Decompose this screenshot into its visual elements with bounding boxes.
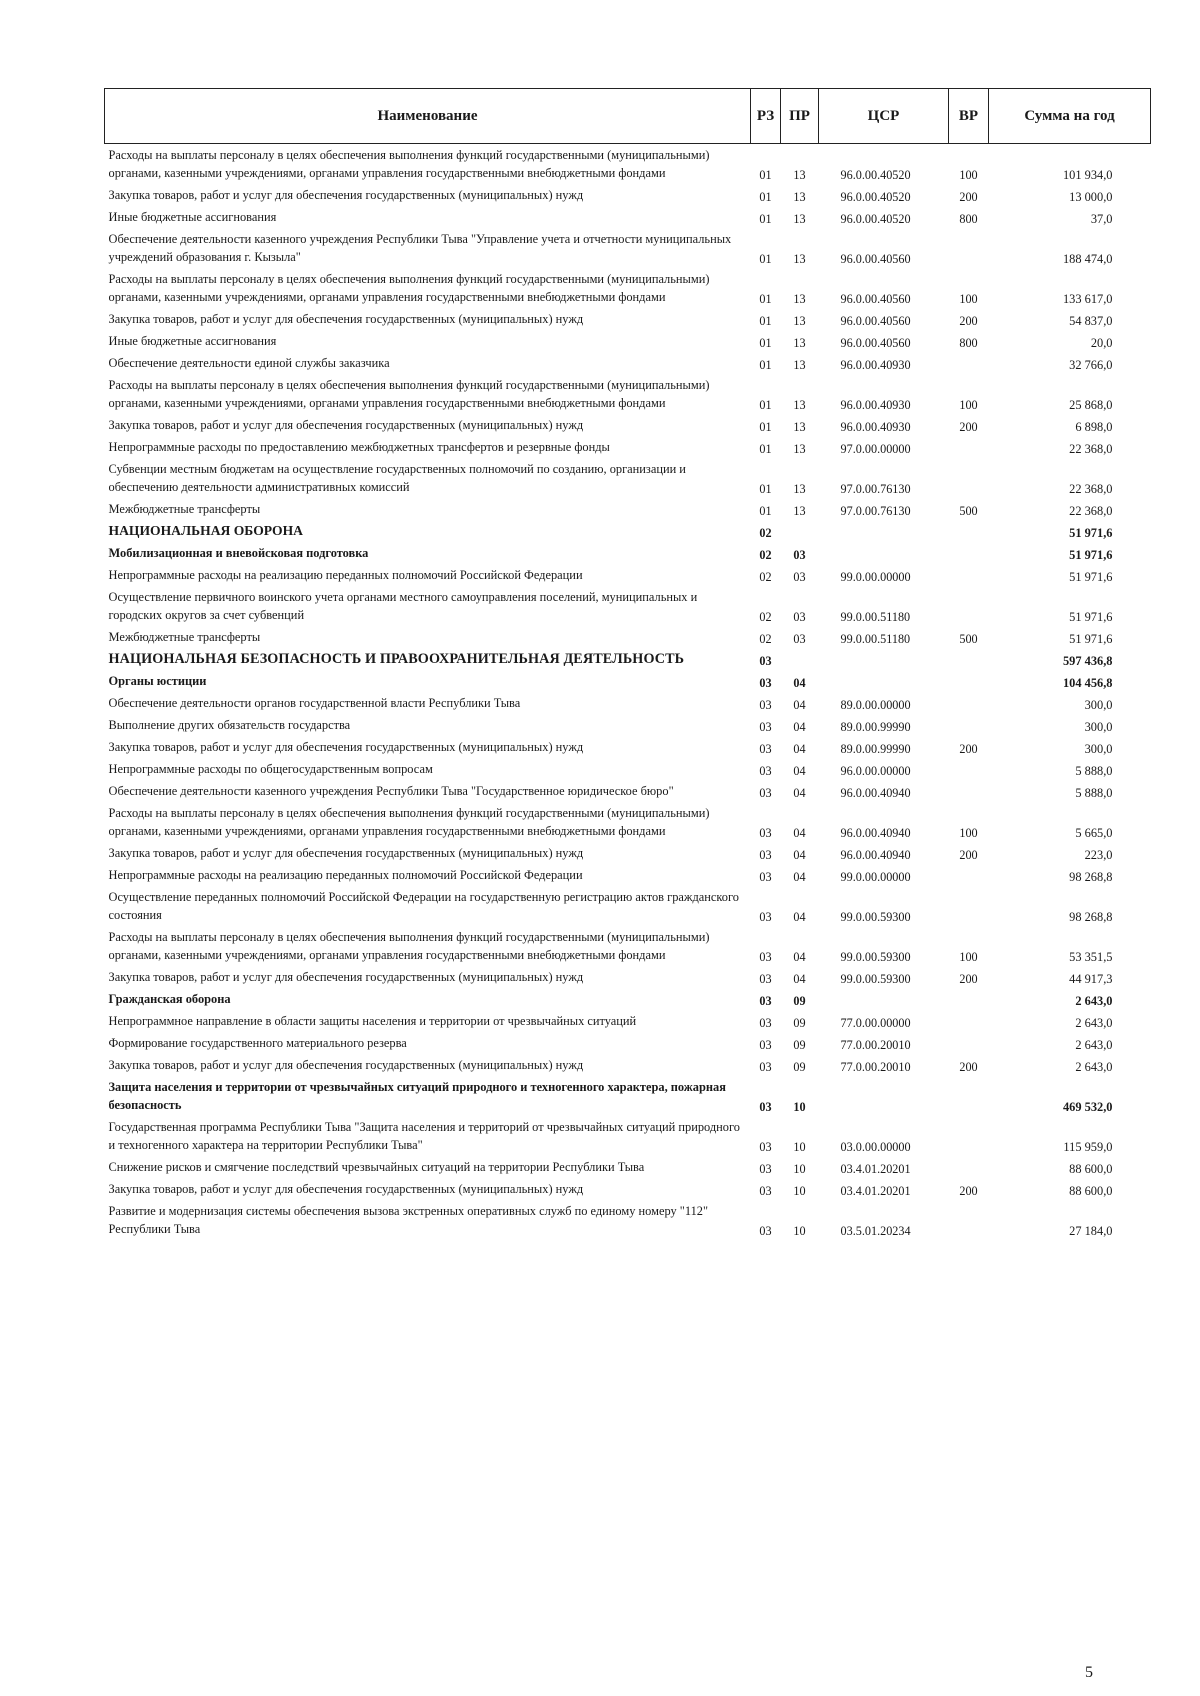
cell-csr: 97.0.00.76130 — [840, 504, 911, 518]
cell-name: Мобилизационная и вневойсковая подготовка — [108, 546, 369, 560]
cell-sum: 22 368,0 — [1069, 442, 1113, 456]
cell-csr: 96.0.00.40930 — [840, 398, 911, 412]
cell-pr: 04 — [793, 870, 806, 884]
table-row — [105, 414, 1151, 436]
cell-name: Государственная программа Республики Тыва "Защита населения и территорий от чрезвычайных ситуаций природного и техногенного характера на территории Республики Тыва" — [108, 1120, 740, 1152]
cell-csr: 89.0.00.99990 — [840, 742, 911, 756]
cell-rz: 03 — [759, 910, 772, 924]
cell-rz: 03 — [759, 742, 772, 756]
table-header — [105, 89, 1151, 144]
cell-vr: 200 — [959, 742, 978, 756]
cell-name: Обеспечение деятельности казенного учреждения Республики Тыва "Государственное юридическое бюро" — [108, 784, 674, 798]
cell-rz: 03 — [759, 870, 772, 884]
cell-rz: 02 — [759, 632, 772, 646]
cell-pr: 13 — [793, 292, 806, 306]
cell-sum: 469 532,0 — [1062, 1100, 1113, 1114]
cell-csr: 77.0.00.00000 — [840, 1016, 911, 1030]
table-row — [105, 842, 1151, 864]
cell-sum: 13 000,0 — [1069, 190, 1113, 204]
cell-name: Снижение рисков и смягчение последствий чрезвычайных ситуаций на территории Республики Тыва — [108, 1160, 645, 1174]
cell-pr: 09 — [793, 1060, 806, 1074]
table-row — [105, 736, 1151, 758]
cell-pr — [781, 648, 819, 670]
table-row — [105, 626, 1151, 648]
cell-csr: 99.0.00.59300 — [840, 950, 911, 964]
cell-csr: 89.0.00.00000 — [840, 698, 911, 712]
cell-pr: 03 — [793, 570, 806, 584]
cell-vr: 100 — [959, 950, 978, 964]
cell-pr: 04 — [793, 826, 806, 840]
cell-csr: 96.0.00.00000 — [840, 764, 911, 778]
cell-vr: 100 — [959, 292, 978, 306]
cell-name: Субвенции местным бюджетам на осуществление государственных полномочий по созданию, организации и обеспечению деятельности административных комиссий — [108, 462, 686, 494]
cell-sum: 37,0 — [1090, 212, 1113, 226]
cell-vr — [949, 886, 989, 926]
cell-rz: 03 — [759, 786, 772, 800]
table-row — [105, 542, 1151, 564]
cell-sum: 5 888,0 — [1075, 786, 1113, 800]
cell-pr: 04 — [793, 764, 806, 778]
cell-pr: 03 — [793, 610, 806, 624]
cell-name: Закупка товаров, работ и услуг для обеспечения государственных (муниципальных) нужд — [108, 1058, 584, 1072]
cell-vr — [949, 670, 989, 692]
cell-pr: 04 — [793, 950, 806, 964]
cell-rz: 03 — [759, 994, 772, 1008]
cell-csr: 96.0.00.40940 — [840, 826, 911, 840]
cell-rz: 01 — [759, 252, 772, 266]
cell-vr: 200 — [959, 420, 978, 434]
cell-sum: 6 898,0 — [1075, 420, 1113, 434]
header-name: Наименование — [105, 89, 751, 144]
cell-sum: 51 971,6 — [1069, 610, 1113, 624]
cell-pr: 04 — [793, 698, 806, 712]
cell-rz: 03 — [759, 1016, 772, 1030]
cell-sum: 53 351,5 — [1069, 950, 1113, 964]
cell-pr: 04 — [793, 910, 806, 924]
cell-name: Закупка товаров, работ и услуг для обеспечения государственных (муниципальных) нужд — [108, 740, 584, 754]
cell-csr: 97.0.00.00000 — [840, 442, 911, 456]
cell-vr — [949, 1156, 989, 1178]
cell-csr — [819, 1076, 949, 1116]
cell-rz: 01 — [759, 212, 772, 226]
cell-rz: 01 — [759, 292, 772, 306]
cell-csr: 96.0.00.40940 — [840, 848, 911, 862]
cell-vr — [949, 436, 989, 458]
cell-csr: 96.0.00.40560 — [840, 292, 911, 306]
cell-sum: 133 617,0 — [1062, 292, 1113, 306]
cell-csr: 03.5.01.20234 — [840, 1224, 911, 1238]
table-row — [105, 436, 1151, 458]
cell-name: Защита населения и территории от чрезвычайных ситуаций природного и техногенного характера, пожарная безопасность — [108, 1080, 726, 1112]
table-row — [105, 886, 1151, 926]
table-row — [105, 498, 1151, 520]
cell-name: НАЦИОНАЛЬНАЯ БЕЗОПАСНОСТЬ И ПРАВООХРАНИТЕЛЬНАЯ ДЕЯТЕЛЬНОСТЬ — [108, 651, 685, 667]
cell-vr — [949, 458, 989, 498]
cell-name: Органы юстиции — [108, 674, 207, 688]
cell-pr: 13 — [793, 504, 806, 518]
cell-name: Непрограммное направление в области защиты населения и территории от чрезвычайных ситуаций — [108, 1014, 637, 1028]
cell-vr — [949, 648, 989, 670]
cell-rz: 01 — [759, 504, 772, 518]
table-row — [105, 1116, 1151, 1156]
cell-rz: 03 — [759, 676, 772, 690]
cell-vr — [949, 692, 989, 714]
cell-sum: 2 643,0 — [1075, 1060, 1113, 1074]
table-row — [105, 1010, 1151, 1032]
cell-name: Обеспечение деятельности единой службы заказчика — [108, 356, 390, 370]
cell-vr — [949, 1010, 989, 1032]
table-row — [105, 780, 1151, 802]
cell-csr: 99.0.00.51180 — [840, 610, 911, 624]
cell-rz: 03 — [759, 1224, 772, 1238]
cell-csr: 96.0.00.40930 — [840, 358, 911, 372]
cell-name: Закупка товаров, работ и услуг для обеспечения государственных (муниципальных) нужд — [108, 418, 584, 432]
cell-sum: 54 837,0 — [1069, 314, 1113, 328]
cell-name: Непрограммные расходы по предоставлению межбюджетных трансфертов и резервные фонды — [108, 440, 610, 454]
cell-rz: 02 — [759, 548, 772, 562]
table-row — [105, 802, 1151, 842]
cell-vr: 500 — [959, 504, 978, 518]
cell-vr: 100 — [959, 826, 978, 840]
cell-pr: 13 — [793, 398, 806, 412]
cell-vr — [949, 228, 989, 268]
table-row — [105, 1178, 1151, 1200]
header-rz: РЗ — [751, 89, 781, 144]
cell-pr: 13 — [793, 482, 806, 496]
cell-rz: 03 — [759, 950, 772, 964]
cell-vr — [949, 1032, 989, 1054]
cell-csr: 96.0.00.40520 — [840, 168, 911, 182]
cell-csr: 77.0.00.20010 — [840, 1060, 911, 1074]
cell-pr: 04 — [793, 676, 806, 690]
cell-vr: 200 — [959, 190, 978, 204]
cell-vr — [949, 542, 989, 564]
cell-sum: 51 971,6 — [1069, 632, 1113, 646]
cell-csr — [819, 520, 949, 542]
cell-csr: 96.0.00.40560 — [840, 336, 911, 350]
cell-pr: 13 — [793, 190, 806, 204]
cell-vr — [949, 520, 989, 542]
cell-pr: 09 — [793, 1016, 806, 1030]
cell-pr: 13 — [793, 252, 806, 266]
cell-pr: 04 — [793, 786, 806, 800]
cell-sum: 5 888,0 — [1075, 764, 1113, 778]
cell-pr — [781, 520, 819, 542]
cell-csr: 03.4.01.20201 — [840, 1162, 911, 1176]
cell-csr: 96.0.00.40520 — [840, 190, 911, 204]
cell-rz: 01 — [759, 482, 772, 496]
cell-csr: 99.0.00.59300 — [840, 972, 911, 986]
cell-sum: 2 643,0 — [1075, 1016, 1113, 1030]
cell-name: Осуществление первичного воинского учета органами местного самоуправления поселений, муниципальных и городских округов за счет субвенций — [108, 590, 698, 622]
cell-sum: 20,0 — [1090, 336, 1113, 350]
budget-table — [104, 88, 1151, 1240]
table-body — [105, 144, 1151, 1241]
cell-name: Непрограммные расходы на реализацию переданных полномочий Российской Федерации — [108, 568, 583, 582]
cell-name: Межбюджетные трансферты — [108, 502, 261, 516]
cell-sum: 101 934,0 — [1062, 168, 1113, 182]
cell-vr: 800 — [959, 336, 978, 350]
cell-pr: 13 — [793, 314, 806, 328]
header-sum: Сумма на год — [989, 89, 1151, 144]
cell-rz: 03 — [759, 1038, 772, 1052]
cell-csr: 96.0.00.40930 — [840, 420, 911, 434]
cell-sum: 27 184,0 — [1069, 1224, 1113, 1238]
cell-csr: 99.0.00.00000 — [840, 570, 911, 584]
cell-sum: 300,0 — [1084, 720, 1113, 734]
table-row — [105, 926, 1151, 966]
cell-pr: 04 — [793, 720, 806, 734]
cell-csr — [819, 648, 949, 670]
table-row — [105, 1076, 1151, 1116]
cell-csr: 96.0.00.40560 — [840, 314, 911, 328]
cell-pr: 03 — [793, 548, 806, 562]
table-row — [105, 864, 1151, 886]
cell-sum: 300,0 — [1084, 698, 1113, 712]
table-row — [105, 352, 1151, 374]
header-pr: ПР — [781, 89, 819, 144]
cell-name: Закупка товаров, работ и услуг для обеспечения государственных (муниципальных) нужд — [108, 846, 584, 860]
cell-csr — [819, 988, 949, 1010]
cell-sum: 104 456,8 — [1062, 676, 1113, 690]
cell-name: Непрограммные расходы на реализацию переданных полномочий Российской Федерации — [108, 868, 583, 882]
cell-name: Гражданская оборона — [108, 992, 231, 1006]
cell-pr: 13 — [793, 212, 806, 226]
cell-rz: 03 — [759, 1162, 772, 1176]
cell-rz: 02 — [759, 526, 772, 540]
table-row — [105, 988, 1151, 1010]
cell-pr: 10 — [793, 1162, 806, 1176]
cell-csr: 99.0.00.00000 — [840, 870, 911, 884]
cell-sum: 300,0 — [1084, 742, 1113, 756]
cell-csr: 03.4.01.20201 — [840, 1184, 911, 1198]
table-row — [105, 714, 1151, 736]
cell-rz: 03 — [759, 764, 772, 778]
cell-vr — [949, 586, 989, 626]
table-row — [105, 586, 1151, 626]
cell-pr: 04 — [793, 972, 806, 986]
cell-rz: 03 — [759, 1100, 772, 1114]
cell-sum: 22 368,0 — [1069, 482, 1113, 496]
cell-rz: 01 — [759, 398, 772, 412]
table-row — [105, 206, 1151, 228]
cell-rz: 02 — [759, 610, 772, 624]
cell-rz: 03 — [759, 826, 772, 840]
table-row — [105, 1200, 1151, 1240]
cell-name: Расходы на выплаты персоналу в целях обеспечения выполнения функций государственными (муниципальными) органами, казенными учреждениями, органами управления государственными внебюджетными фондами — [108, 148, 710, 180]
cell-pr: 13 — [793, 168, 806, 182]
cell-pr: 10 — [793, 1184, 806, 1198]
table-row — [105, 564, 1151, 586]
cell-sum: 22 368,0 — [1069, 504, 1113, 518]
cell-rz: 01 — [759, 336, 772, 350]
cell-vr: 200 — [959, 314, 978, 328]
cell-name: Обеспечение деятельности казенного учреждения Республики Тыва "Управление учета и отчетности муниципальных учреждений образования г. Кызыла" — [108, 232, 732, 264]
cell-vr — [949, 564, 989, 586]
table-row — [105, 228, 1151, 268]
cell-csr — [819, 542, 949, 564]
table-row — [105, 374, 1151, 414]
cell-name: Закупка товаров, работ и услуг для обеспечения государственных (муниципальных) нужд — [108, 312, 584, 326]
table-row — [105, 144, 1151, 185]
table-row — [105, 1032, 1151, 1054]
cell-vr — [949, 1116, 989, 1156]
cell-name: Непрограммные расходы по общегосударственным вопросам — [108, 762, 433, 776]
cell-pr: 13 — [793, 442, 806, 456]
table-row — [105, 330, 1151, 352]
page-number: 5 — [1085, 1664, 1093, 1681]
cell-csr: 89.0.00.99990 — [840, 720, 911, 734]
cell-vr: 200 — [959, 1184, 978, 1198]
cell-rz: 03 — [759, 848, 772, 862]
cell-name: Расходы на выплаты персоналу в целях обеспечения выполнения функций государственными (муниципальными) органами, казенными учреждениями, органами управления государственными внебюджетными фондами — [108, 378, 710, 410]
cell-csr: 03.0.00.00000 — [840, 1140, 911, 1154]
cell-sum: 32 766,0 — [1069, 358, 1113, 372]
cell-sum: 44 917,3 — [1069, 972, 1113, 986]
cell-rz: 01 — [759, 358, 772, 372]
cell-vr — [949, 714, 989, 736]
table-row — [105, 1054, 1151, 1076]
cell-rz: 01 — [759, 420, 772, 434]
cell-name: Расходы на выплаты персоналу в целях обеспечения выполнения функций государственными (муниципальными) органами, казенными учреждениями, органами управления государственными внебюджетными фондами — [108, 806, 710, 838]
cell-csr — [819, 670, 949, 692]
cell-name: Иные бюджетные ассигнования — [108, 210, 277, 224]
cell-name: Межбюджетные трансферты — [108, 630, 261, 644]
cell-rz: 01 — [759, 442, 772, 456]
cell-sum: 51 971,6 — [1069, 548, 1113, 562]
cell-name: Закупка товаров, работ и услуг для обеспечения государственных (муниципальных) нужд — [108, 1182, 584, 1196]
cell-vr: 100 — [959, 398, 978, 412]
cell-pr: 10 — [793, 1224, 806, 1238]
cell-sum: 88 600,0 — [1069, 1184, 1113, 1198]
cell-pr: 10 — [793, 1140, 806, 1154]
cell-csr: 96.0.00.40940 — [840, 786, 911, 800]
table-row — [105, 1156, 1151, 1178]
cell-vr — [949, 758, 989, 780]
cell-rz: 01 — [759, 314, 772, 328]
cell-rz: 01 — [759, 168, 772, 182]
table-row — [105, 184, 1151, 206]
cell-name: Расходы на выплаты персоналу в целях обеспечения выполнения функций государственными (муниципальными) органами, казенными учреждениями, органами управления государственными внебюджетными фондами — [108, 272, 710, 304]
cell-rz: 03 — [759, 698, 772, 712]
cell-name: Расходы на выплаты персоналу в целях обеспечения выполнения функций государственными (муниципальными) органами, казенными учреждениями, органами управления государственными внебюджетными фондами — [108, 930, 710, 962]
cell-sum: 223,0 — [1084, 848, 1113, 862]
cell-vr: 800 — [959, 212, 978, 226]
cell-csr: 99.0.00.59300 — [840, 910, 911, 924]
cell-vr: 500 — [959, 632, 978, 646]
cell-pr: 13 — [793, 358, 806, 372]
cell-vr — [949, 1076, 989, 1116]
cell-pr: 04 — [793, 742, 806, 756]
cell-sum: 597 436,8 — [1062, 654, 1113, 668]
cell-rz: 03 — [759, 720, 772, 734]
cell-vr — [949, 352, 989, 374]
cell-csr: 96.0.00.40520 — [840, 212, 911, 226]
cell-sum: 51 971,6 — [1069, 570, 1113, 584]
cell-rz: 02 — [759, 570, 772, 584]
cell-csr: 77.0.00.20010 — [840, 1038, 911, 1052]
cell-csr: 96.0.00.40560 — [840, 252, 911, 266]
cell-pr: 04 — [793, 848, 806, 862]
table-row — [105, 268, 1151, 308]
cell-vr: 200 — [959, 972, 978, 986]
cell-vr: 100 — [959, 168, 978, 182]
cell-rz: 03 — [759, 1060, 772, 1074]
cell-name: НАЦИОНАЛЬНАЯ ОБОРОНА — [108, 523, 303, 538]
cell-sum: 51 971,6 — [1069, 526, 1113, 540]
table-row — [105, 692, 1151, 714]
cell-pr: 03 — [793, 632, 806, 646]
cell-sum: 188 474,0 — [1062, 252, 1113, 266]
cell-sum: 88 600,0 — [1069, 1162, 1113, 1176]
cell-sum: 2 643,0 — [1075, 994, 1113, 1008]
cell-name: Осуществление переданных полномочий Российской Федерации на государственную регистрацию актов гражданского состояния — [108, 890, 739, 922]
cell-sum: 25 868,0 — [1069, 398, 1113, 412]
cell-name: Развитие и модернизация системы обеспечения вызова экстренных оперативных служб по единому номеру "112" Республики Тыва — [108, 1204, 709, 1236]
table-row — [105, 670, 1151, 692]
cell-sum: 98 268,8 — [1069, 870, 1113, 884]
cell-rz: 01 — [759, 190, 772, 204]
cell-vr — [949, 864, 989, 886]
cell-rz: 03 — [759, 972, 772, 986]
cell-sum: 98 268,8 — [1069, 910, 1113, 924]
header-csr: ЦСР — [819, 89, 949, 144]
cell-rz: 03 — [759, 654, 772, 668]
cell-vr: 200 — [959, 848, 978, 862]
header-vr: ВР — [949, 89, 989, 144]
cell-name: Формирование государственного материального резерва — [108, 1036, 407, 1050]
cell-sum: 115 959,0 — [1063, 1140, 1113, 1154]
cell-pr: 09 — [793, 994, 806, 1008]
cell-pr: 09 — [793, 1038, 806, 1052]
table-row — [105, 458, 1151, 498]
cell-rz: 03 — [759, 1140, 772, 1154]
cell-rz: 03 — [759, 1184, 772, 1198]
cell-name: Закупка товаров, работ и услуг для обеспечения государственных (муниципальных) нужд — [108, 188, 584, 202]
cell-name: Обеспечение деятельности органов государственной власти Республики Тыва — [108, 696, 521, 710]
cell-pr: 10 — [793, 1100, 806, 1114]
cell-csr: 97.0.00.76130 — [840, 482, 911, 496]
table-row — [105, 966, 1151, 988]
cell-pr: 13 — [793, 336, 806, 350]
cell-vr — [949, 988, 989, 1010]
cell-vr — [949, 780, 989, 802]
table-row — [105, 308, 1151, 330]
table-row — [105, 648, 1151, 670]
cell-name: Выполнение других обязательств государства — [108, 718, 351, 732]
cell-sum: 2 643,0 — [1075, 1038, 1113, 1052]
cell-vr: 200 — [959, 1060, 978, 1074]
cell-pr: 13 — [793, 420, 806, 434]
cell-name: Иные бюджетные ассигнования — [108, 334, 277, 348]
cell-name: Закупка товаров, работ и услуг для обеспечения государственных (муниципальных) нужд — [108, 970, 584, 984]
table-row — [105, 520, 1151, 542]
cell-csr: 99.0.00.51180 — [840, 632, 911, 646]
cell-sum: 5 665,0 — [1075, 826, 1113, 840]
table-row — [105, 758, 1151, 780]
cell-vr — [949, 1200, 989, 1240]
